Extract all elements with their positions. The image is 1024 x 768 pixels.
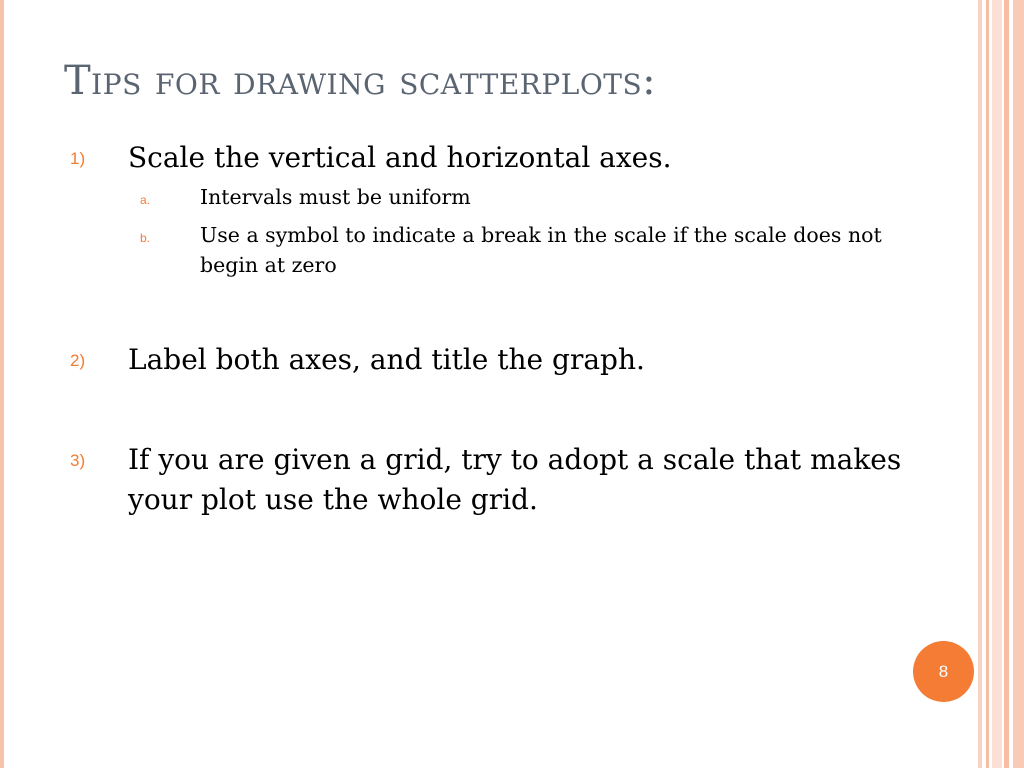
border-stripe [1004, 0, 1009, 768]
list-item-text: Label both axes, and title the graph. [128, 343, 645, 376]
sub-list-marker: b. [140, 231, 151, 245]
page-number-badge: 8 [913, 641, 974, 702]
left-border [0, 0, 4, 768]
right-border-stripes [978, 0, 1024, 768]
border-stripe [978, 0, 982, 768]
border-stripe [1013, 0, 1024, 768]
list-item-text: If you are given a grid, try to adopt a scale that makes your plot use the whole grid. [128, 443, 902, 516]
border-stripe [986, 0, 989, 768]
list-marker: 1) [70, 149, 86, 168]
sub-item-text: Use a symbol to indicate a break in the scale if the scale does not begin at zero [200, 223, 882, 277]
list-item-text: Scale the vertical and horizontal axes. [128, 141, 672, 174]
list-marker: 2) [70, 351, 86, 370]
sub-item-text: Intervals must be uniform [200, 185, 471, 209]
slide-title: Tips for drawing scatterplots: [64, 58, 657, 104]
sub-list-marker: a. [140, 193, 151, 207]
border-stripe [992, 0, 1002, 768]
list-marker: 3) [70, 451, 86, 470]
